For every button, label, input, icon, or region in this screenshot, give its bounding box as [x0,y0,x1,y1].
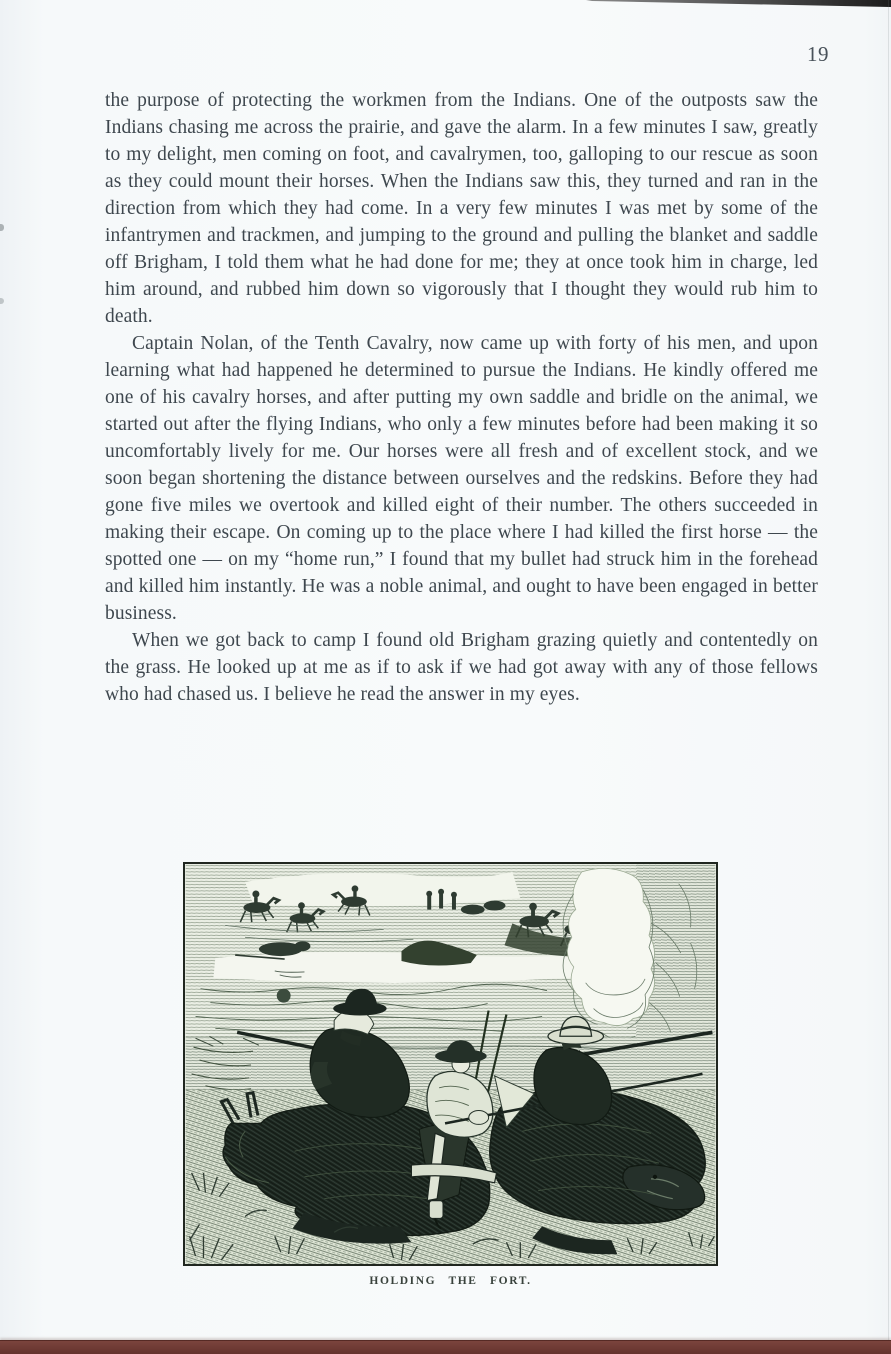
paragraph-2: Captain Nolan, of the Tenth Cavalry, now came up with forty of his men, and upon learning what had happened he determined to pursue the Indians. He kindly offered me one of his cavalry horses, and after putting my own saddle and bridle on the animal, we started out after the flying Indians, who only a few minutes before had been making it so uncomfortably lively for me. Our horses were all fresh and of excellent stock, and we soon began shortening the distance between ourselves and the redskins. Before they had gone five miles we overtook and killed eight of their number. The others succeeded in making their escape. On coming up to the place where I had killed the first horse — the spotted one — on my “home run,” I found that my bullet had struck him in the forehead and killed him instantly. He was a noble animal, and ought to have been engaged in better business. [105,333,818,624]
scan-speck [0,298,4,304]
engraving-illustration [183,862,718,1287]
scan-edge-artifact-top [586,0,891,7]
body-text [105,87,818,708]
paragraph-1: the purpose of protecting the workmen from the Indians. One of the outposts saw the Indians chasing me across the prairie, and gave the alarm. In a few minutes I saw, greatly to my delight, men coming on foot, and cavalrymen, too, galloping to our rescue as soon as they could mount their horses. When the Indians saw this, they turned and ran in the direction from which they had come. In a very few minutes I was met by some of the infantrymen and trackmen, and jumping to the ground and pulling the blanket and saddle off Brigham, I told them what he had done for me; they at once took him in charge, led him around, and rubbed him down so vigorously that I thought they would rub him to death. [105,90,818,327]
paragraph-3: When we got back to camp I found old Brigham grazing quietly and contentedly on the grass. He looked up at me as if to ask if we had got away with any of those fellows who had chased us. I believe he read the answer in my eyes. [105,630,818,705]
scan-edge-line-right [888,0,889,1354]
page-number: 19 [807,42,829,66]
scan-speck [0,224,4,231]
engraving-image [183,862,718,1266]
illustration-caption: HOLDING THE FORT. [369,1275,532,1287]
scan-edge-band-bottom [0,1340,891,1354]
